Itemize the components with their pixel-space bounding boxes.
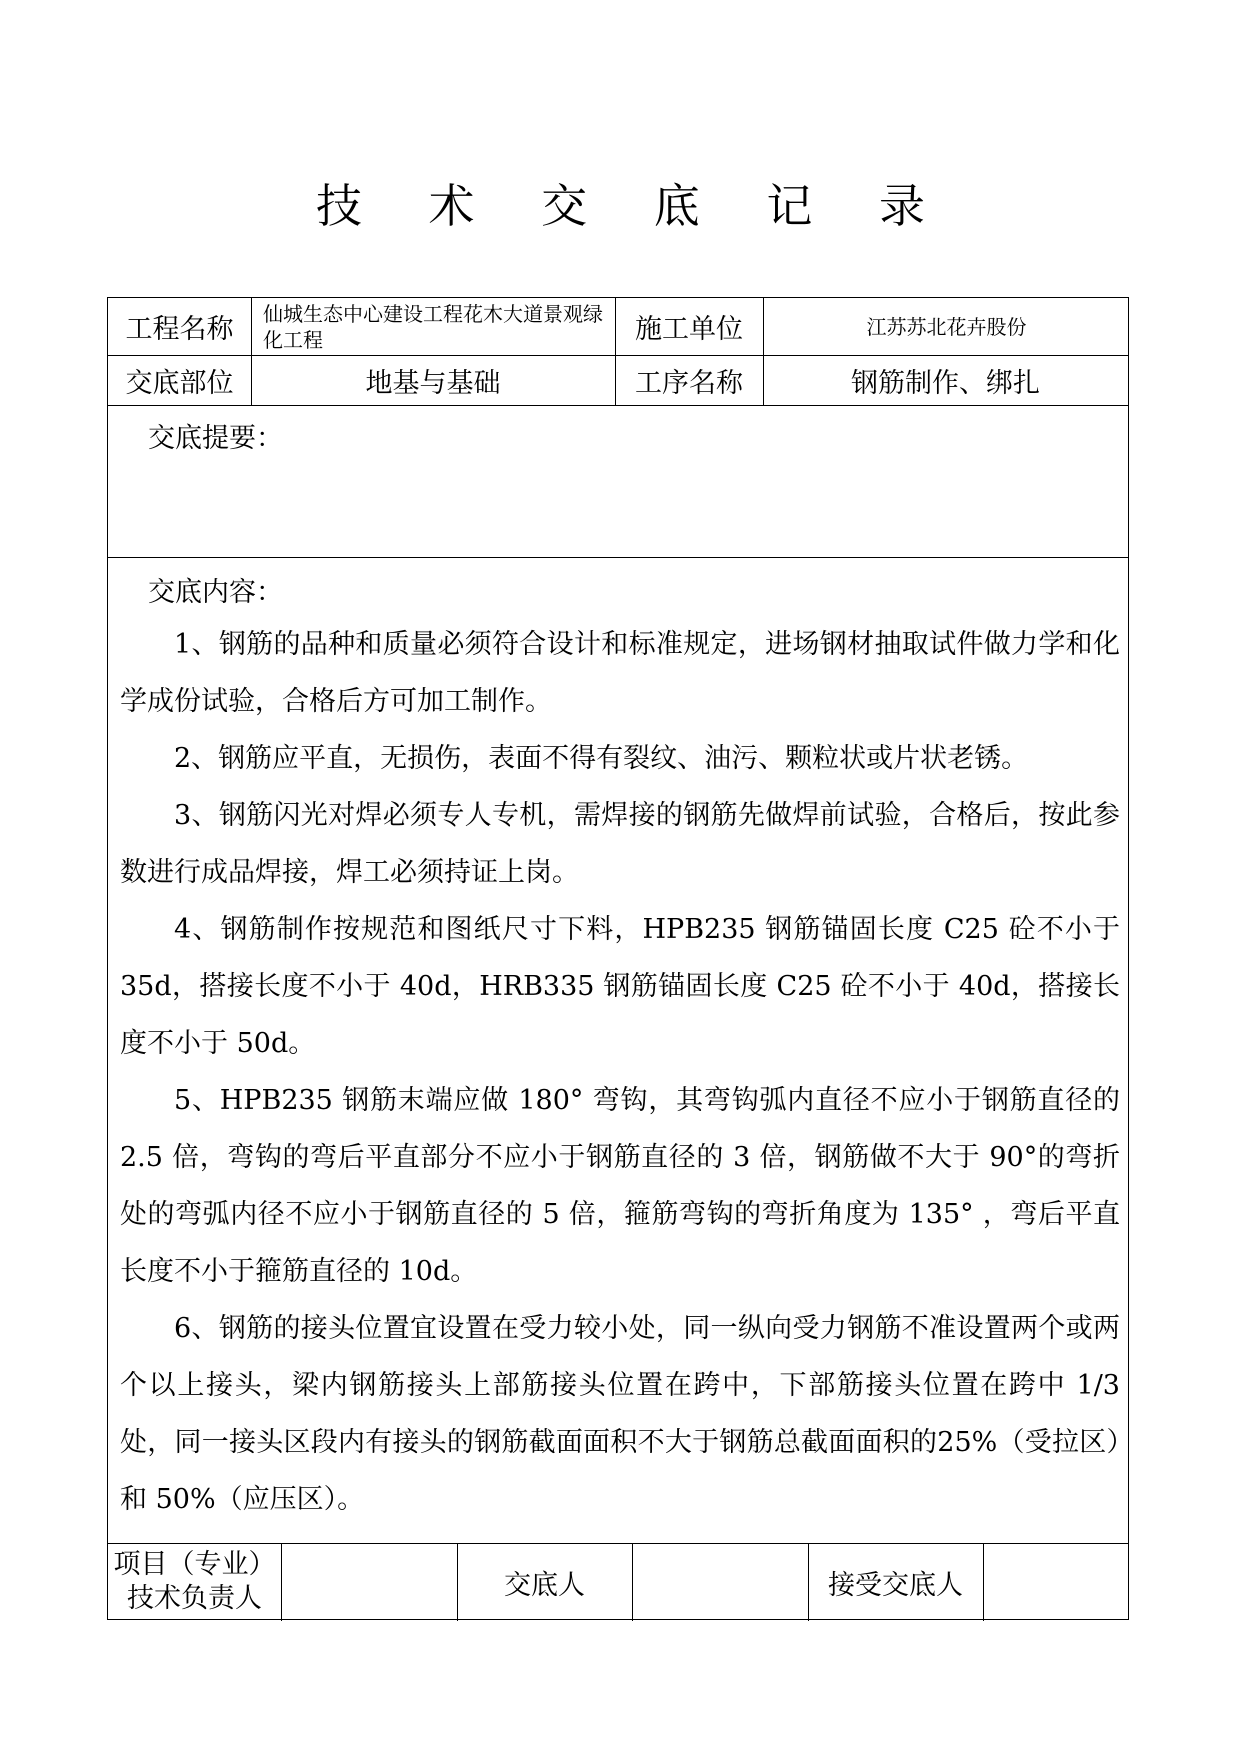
- tech-lead-signature-cell: [281, 1543, 457, 1621]
- contractor-label: 施工单位: [635, 314, 743, 345]
- tech-lead-label-line2: 技术负责人: [127, 1583, 262, 1614]
- content-paragraph-2: 2、钢筋应平直，无损伤，表面不得有裂纹、油污、颗粒状或片状老锈。: [174, 743, 1029, 774]
- row-divider: [108, 557, 1128, 558]
- disclosure-table: [107, 297, 1129, 1620]
- content-paragraph-6: 6、钢筋的接头位置宜设置在受力较小处，同一纵向受力钢筋不准设置两个或两个以上接头，梁内钢筋接头上部筋接头位置在跨中，下部筋接头位置在跨中 1/3 处，同一接头区段内有接头的钢筋截面面积不大于钢筋总截面面积的25%（受拉区）和 50%（应压区）。: [120, 1313, 1120, 1515]
- process-name-label: 工序名称: [635, 367, 743, 399]
- content-paragraph-5: 5、HPB235 钢筋末端应做 180° 弯钩，其弯钩弧内直径不应小于钢筋直径的 2.5 倍，弯钩的弯后平直部分不应小于钢筋直径的 3 倍，钢筋做不大于 90°的弯折处的弯弧内径不应小于钢筋直径的 5 倍，箍筋弯钩的弯折角度为 135° ，弯后平直长度不小于箍筋直径的 10d。: [120, 1085, 1120, 1287]
- disclosure-part-label: 交底部位: [125, 367, 234, 399]
- tech-lead-label-line1: 项目（专业）: [113, 1549, 276, 1580]
- content-label: 交底内容：: [148, 577, 283, 608]
- content-paragraph-3: 3、钢筋闪光对焊必须专人专机，需焊接的钢筋先做焊前试验，合格后，按此参数进行成品焊接，焊工必须持证上岗。: [120, 800, 1120, 888]
- receiver-signature-cell: [983, 1543, 1128, 1621]
- receiver-label: 接受交底人: [828, 1569, 963, 1601]
- project-name-label: 工程名称: [125, 314, 234, 345]
- disclosure-part-value: 地基与基础: [365, 367, 501, 399]
- discloser-signature-cell: [632, 1543, 808, 1621]
- project-name-value: 仙城生态中心建设工程花木大道景观绿化工程: [263, 301, 603, 352]
- contractor-value: 江苏苏北花卉股份: [866, 314, 1027, 339]
- content-paragraph-4: 4、钢筋制作按规范和图纸尺寸下料，HPB235 钢筋锚固长度 C25 砼不小于35d，搭接长度不小于 40d，HRB335 钢筋锚固长度 C25 砼不小于 40d，搭接长度不小于 50d。: [120, 914, 1120, 1059]
- process-name-value: 钢筋制作、绑扎: [851, 367, 1040, 399]
- content-paragraph-1: 1、钢筋的品种和质量必须符合设计和标准规定，进场钢材抽取试件做力学和化学成份试验，合格后方可加工制作。: [120, 629, 1120, 717]
- row-divider: [108, 405, 1128, 406]
- summary-label: 交底提要：: [148, 423, 283, 454]
- tech-lead-label: [108, 1543, 281, 1621]
- discloser-label: 交底人: [504, 1569, 585, 1601]
- page-title: 技 术 交 底 记 录: [315, 179, 952, 233]
